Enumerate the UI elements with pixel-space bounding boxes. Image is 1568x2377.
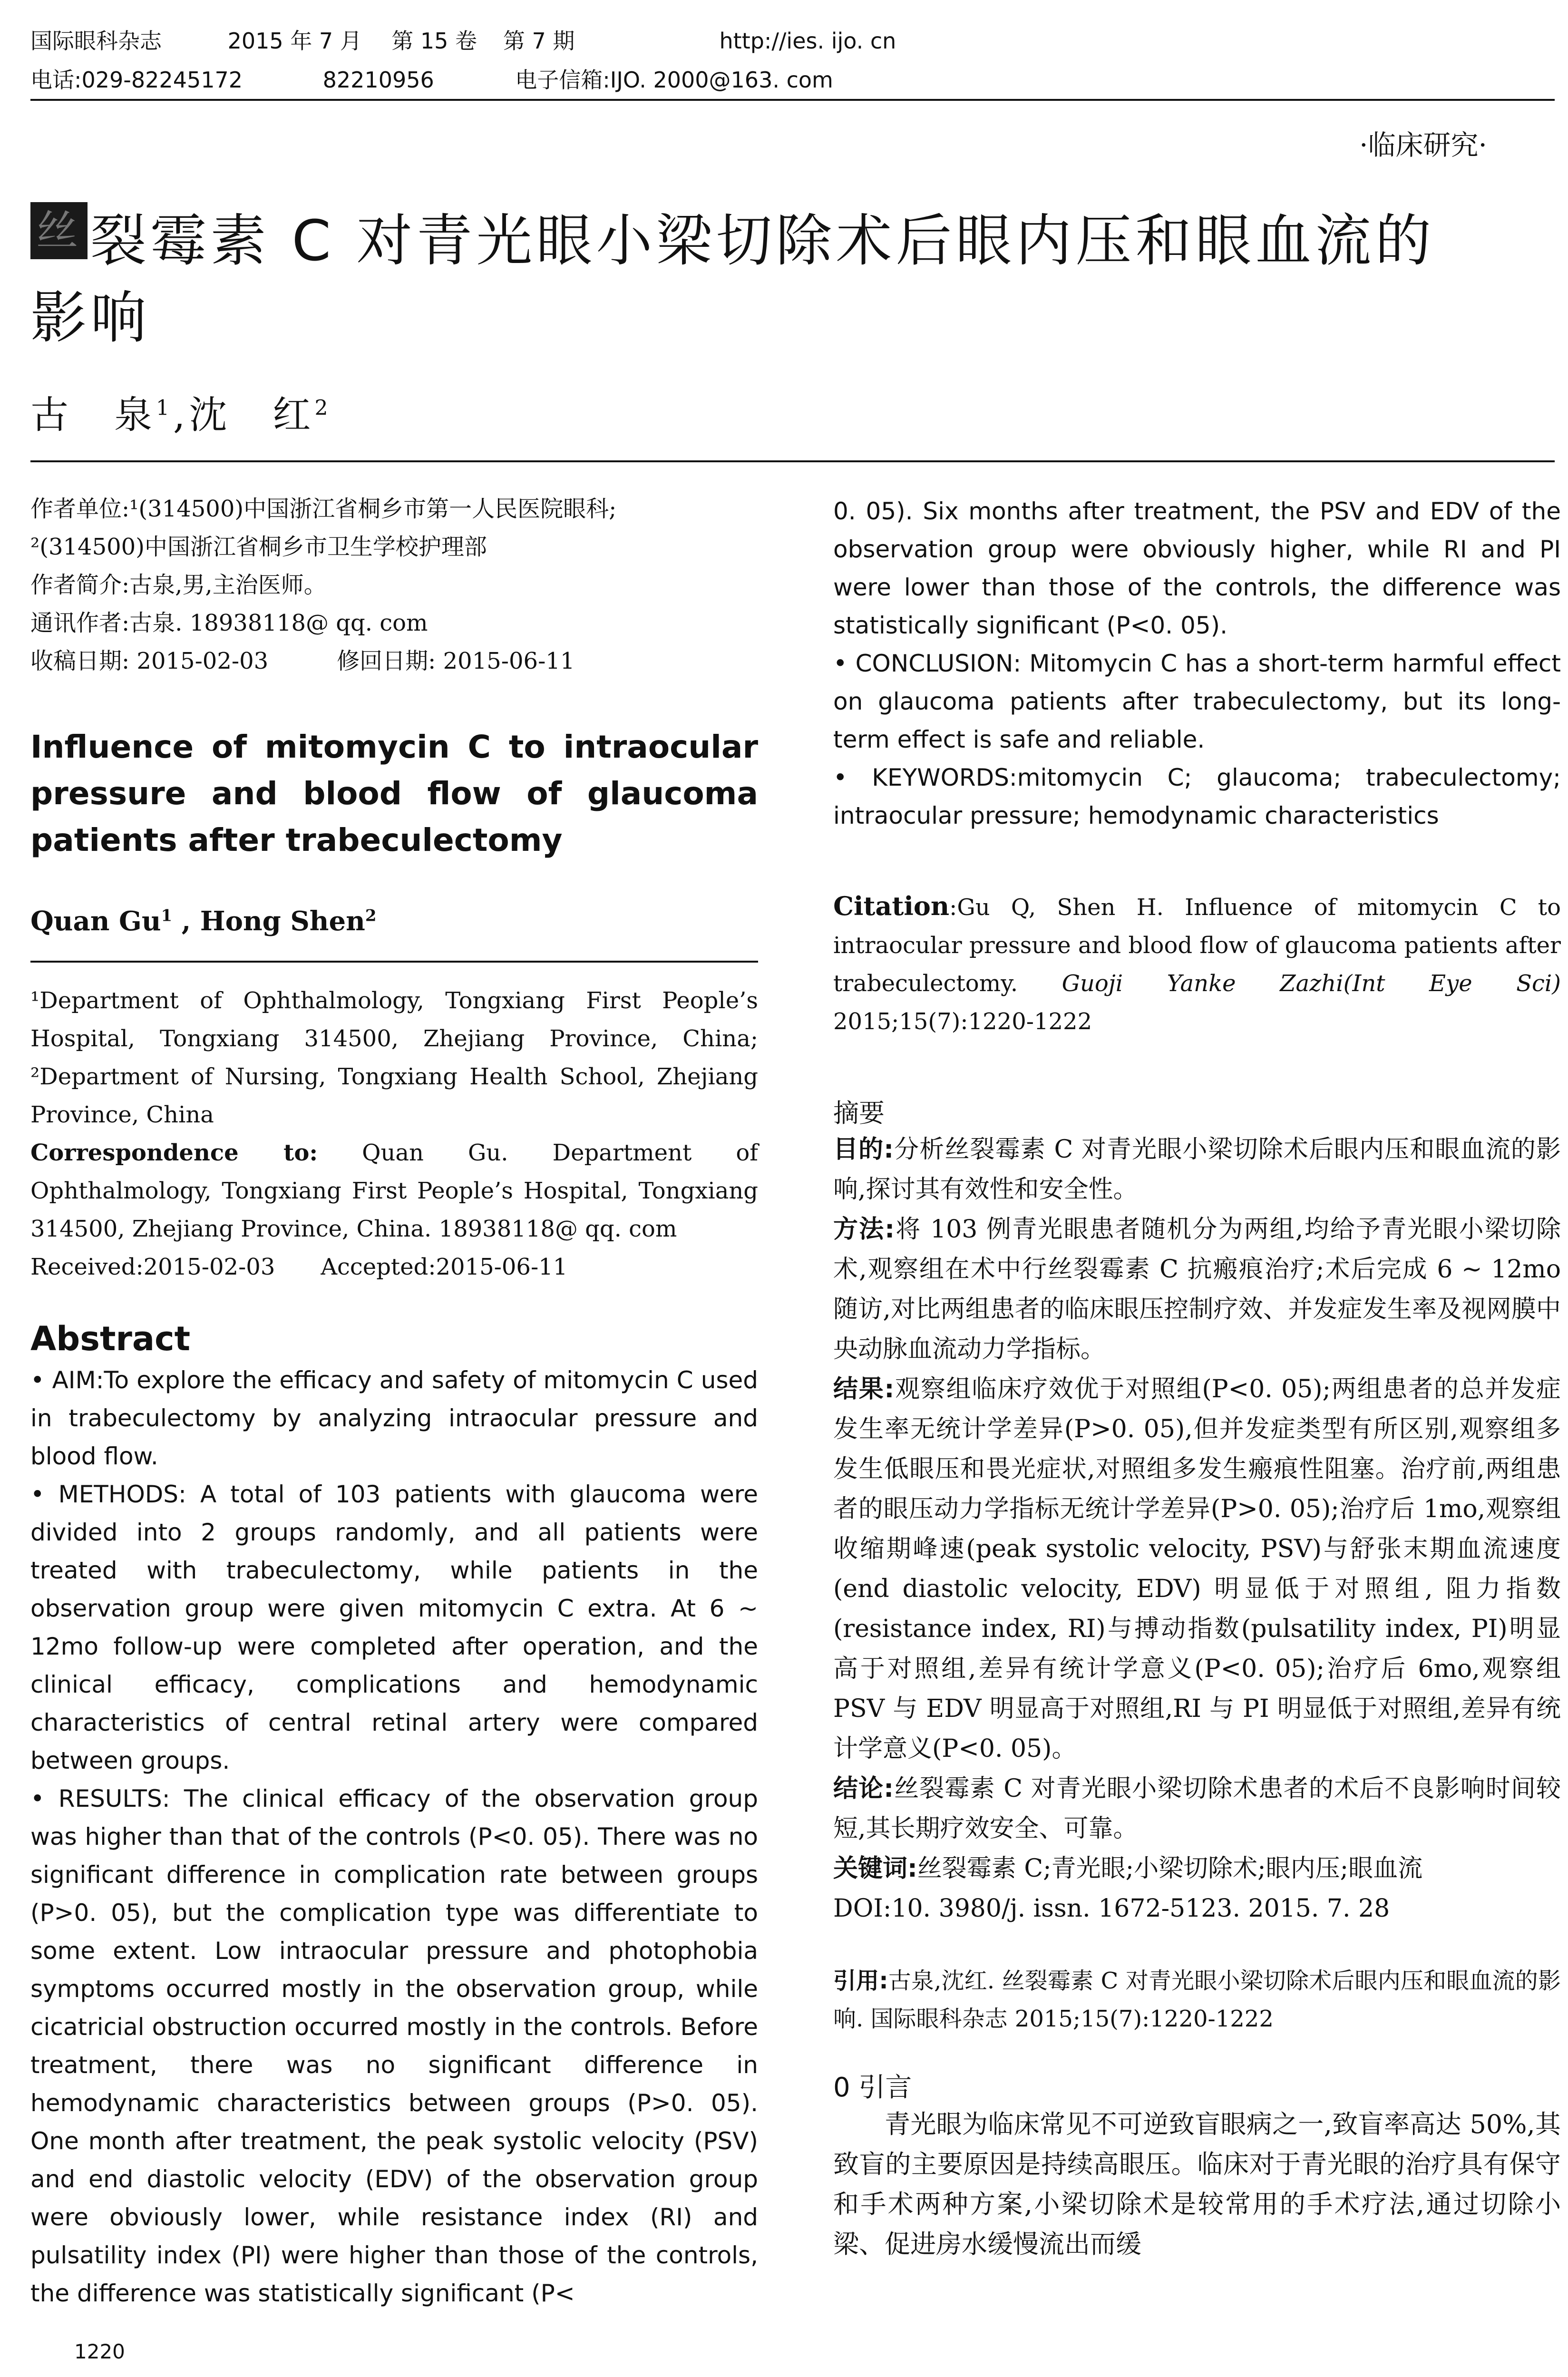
citation-text: :Gu Q, Shen H. Influence of mitomycin C to intraocular pressure and blood flow of glaucoma patients after trabeculectomy. (833, 894, 1561, 997)
abstract-methods: • METHODS: A total of 103 patients with glaucoma were divided into 2 groups randomly, and all patients were treated with trabeculectomy, while patients in the observation group were given mitomycin C extra. At 6 ~ 12mo follow-up were completed after operation, and the clinical efficacy, complications and hemodynamic characteristics of central retinal artery were compared between groups. (30, 1481, 758, 1774)
volume: 第 15 卷 (391, 28, 477, 54)
correspondence-text: Quan Gu. Department of Ophthalmology, Tongxiang First People’s Hospital, Tongxiang 314500, Zhejiang Province, China. 18938118@ qq. com (30, 1140, 759, 1242)
journal-name: 国际眼科杂志 (30, 28, 162, 54)
intro-text: 青光眼为临床常见不可逆致盲眼病之一,致盲率高达 50%,其致盲的主要原因是持续高眼压。临床对于青光眼的治疗具有保守和手术两种方案,小梁切除术是较常用的手术疗法,通过切除小梁、促进房水缓慢流出而缓 (833, 2109, 1561, 2259)
author-en-2-sup: 2 (365, 906, 377, 925)
journal-url: http://ies. ijo. cn (719, 28, 896, 54)
affil-cn-line: 作者单位:¹(314500)中国浙江省桐乡市第一人民医院眼科; (30, 496, 617, 522)
section-tag: ·临床研究· (1359, 129, 1487, 161)
cn-abstract-body (833, 1130, 1561, 1929)
authors-cn (30, 384, 331, 439)
received-dates: Received:2015-02-03 Accepted:2015-06-11 (30, 1254, 568, 1280)
affiliation-en (30, 982, 758, 1286)
cn-results-text: 观察组临床疗效优于对照组(P<0. 05);两组患者的总并发症发生率无统计学差异(P>0. 05),但并发症类型有所区别,观察组多发生低眼压和畏光症状,对照组多发生瘢痕性阻塞。治疗前,两组患者的眼压动力学指标无统计学差异(P>0. 05);治疗后 1mo,观察组收缩期峰速(peak systolic velocity, PSV)与舒张末期血流速度(end diastolic velocity, EDV) 明显低于对照组, 阻力指数(resistance index, RI)与搏动指数(pulsatility index, PI)明显高于对照组,差异有统计学意义(P<0. 05);治疗后 6mo,观察组 PSV 与 EDV 明显高于对照组,RI 与 PI 明显低于对照组,差异有统计学意义(P<0. 05)。 (833, 1375, 1561, 1763)
affiliation-rule (30, 961, 758, 963)
affil-cn-line: 作者简介:古泉,男,主治医师。 (30, 572, 327, 598)
author-en-1: Quan Gu (30, 906, 161, 937)
cn-citation (833, 1962, 1561, 2038)
intro-heading: 0 引言 (833, 2072, 912, 2103)
running-header-line2 (30, 63, 833, 94)
author-cn-2-sup: 2 (314, 396, 332, 420)
author-en-sep: , (172, 906, 200, 937)
email: 电子信箱:IJO. 2000@163. com (515, 67, 833, 93)
citation-rest: 2015;15(7):1220-1222 (833, 1008, 1092, 1035)
author-cn-2: 沈 红 (189, 393, 315, 437)
cn-conclusion-label: 结论: (833, 1774, 894, 1803)
cn-citation-text: 古泉,沈红. 丝裂霉素 C 对青光眼小梁切除术后眼内压和眼血流的影响. 国际眼科杂志 2015;15(7):1220-1222 (833, 1968, 1561, 2032)
cn-results (833, 1369, 1561, 1769)
title-rule (30, 460, 1555, 462)
cn-methods (833, 1209, 1561, 1369)
cn-keywords-text: 丝裂霉素 C;青光眼;小梁切除术;眼内压;眼血流 (917, 1854, 1423, 1883)
running-header-line1 (30, 24, 896, 55)
affil-cn-line: 通讯作者:古泉. 18938118@ qq. com (30, 610, 428, 636)
abstract-body-cont (833, 492, 1561, 835)
right-column (833, 492, 1561, 2264)
phone-2: 82210956 (322, 67, 434, 93)
english-authors (30, 906, 758, 937)
phone: 电话:029-82245172 (30, 67, 243, 93)
abstract-conclusion: • CONCLUSION: Mitomycin C has a short-term harmful effect on glaucoma patients after trabeculectomy, but its long-term effect is safe and reliable. (833, 650, 1561, 753)
abstract-body (30, 1361, 758, 2312)
author-en-1-sup: 1 (161, 906, 173, 925)
cn-keywords (833, 1849, 1561, 1889)
title-line-1: 裂霉素 C 对青光眼小梁切除术后眼内压和眼血流的 (90, 208, 1435, 273)
cn-conclusion (833, 1769, 1561, 1849)
affil-cn-line: 收稿日期: 2015-02-03 修回日期: 2015-06-11 (30, 648, 575, 674)
abstract-heading: Abstract (30, 1319, 191, 1358)
affiliation-cn (30, 490, 758, 680)
article-title (30, 202, 1543, 356)
cn-methods-text: 将 103 例青光眼患者随机分为两组,均给予青光眼小梁切除术,观察组在术中行丝裂霉素 C 抗瘢痕治疗;术后完成 6 ~ 12mo 随访,对比两组患者的临床眼压控制疗效、并发症发生率及视网膜中央动脉血流动力学指标。 (833, 1215, 1561, 1364)
issue: 第 7 期 (503, 28, 575, 54)
cn-results-label: 结果: (833, 1375, 895, 1403)
cn-citation-label: 引用: (833, 1968, 888, 1994)
abstract-keywords: • KEYWORDS:mitomycin C; glaucoma; trabeculectomy; intraocular pressure; hemodynamic characteristics (833, 764, 1561, 829)
affil-cn-line: ²(314500)中国浙江省桐乡市卫生学校护理部 (30, 534, 487, 560)
correspondence-label: Correspondence to: (30, 1140, 318, 1166)
left-column (30, 490, 758, 2312)
english-title: Influence of mitomycin C to intraocular pressure and blood flow of glaucoma patients after trabeculectomy (30, 729, 758, 858)
page-number: 1220 (74, 2340, 125, 2363)
citation (833, 887, 1561, 1041)
author-cn-sep: , (173, 393, 189, 437)
citation-journal: Guoji Yanke Zazhi(Int Eye Sci) (1062, 970, 1561, 997)
title-initial-icon: 丝 (30, 202, 88, 259)
abstract-results-cont: 0. 05). Six months after treatment, the PSV and EDV of the observation group were obviously higher, while RI and PI were lower than those of the controls, the difference was statistically significant (P<0. 05). (833, 497, 1561, 639)
header-rule (30, 99, 1555, 101)
title-line-2: 影响 (30, 285, 151, 351)
cn-keywords-label: 关键词: (833, 1854, 917, 1883)
doi: DOI:10. 3980/j. issn. 1672-5123. 2015. 7. 28 (833, 1894, 1390, 1923)
author-en-2: Hong Shen (200, 906, 365, 937)
cn-methods-label: 方法: (833, 1215, 895, 1244)
abstract-aim: • AIM:To explore the efficacy and safety of mitomycin C used in trabeculectomy by analyzing intraocular pressure and blood flow. (30, 1366, 758, 1470)
author-cn-1-sup: 1 (156, 396, 173, 420)
cn-abstract-heading: 摘要 (833, 1098, 885, 1128)
issue-date: 2015 年 7 月 (227, 28, 362, 54)
affil-en-dept: ¹Department of Ophthalmology, Tongxiang First People’s Hospital, Tongxiang 314500, Zhejiang Province, China; ²Department of Nursing, Tongxiang Health School, Zhejiang Province, China (30, 987, 758, 1128)
cn-conclusion-text: 丝裂霉素 C 对青光眼小梁切除术患者的术后不良影响时间较短,其长期疗效安全、可靠。 (833, 1774, 1561, 1843)
cn-aim-text: 分析丝裂霉素 C 对青光眼小梁切除术后眼内压和眼血流的影响,探讨其有效性和安全性。 (833, 1135, 1561, 1204)
citation-label: Citation (833, 891, 950, 921)
abstract-results: • RESULTS: The clinical efficacy of the observation group was higher than that of the controls (P<0. 05). There was no significant difference in complication rate between groups (P>0. 05), but the complication type was differentiate to some extent. Low intraocular pressure and photophobia symptoms occurred mostly in the observation group, while cicatricial obstruction occurred mostly in the controls. Before treatment, there was no significant difference in hemodynamic characteristics between groups (P>0. 05). One month after treatment, the peak systolic velocity (PSV) and end diastolic velocity (EDV) of the observation group were obviously lower, while resistance index (RI) and pulsatility index (PI) were higher than those of the controls, the difference was statistically significant (P< (30, 1785, 758, 2307)
cn-aim-label: 目的: (833, 1135, 894, 1164)
author-cn-1: 古 泉 (30, 393, 156, 437)
correspondence (30, 1134, 758, 1248)
cn-aim (833, 1130, 1561, 1209)
